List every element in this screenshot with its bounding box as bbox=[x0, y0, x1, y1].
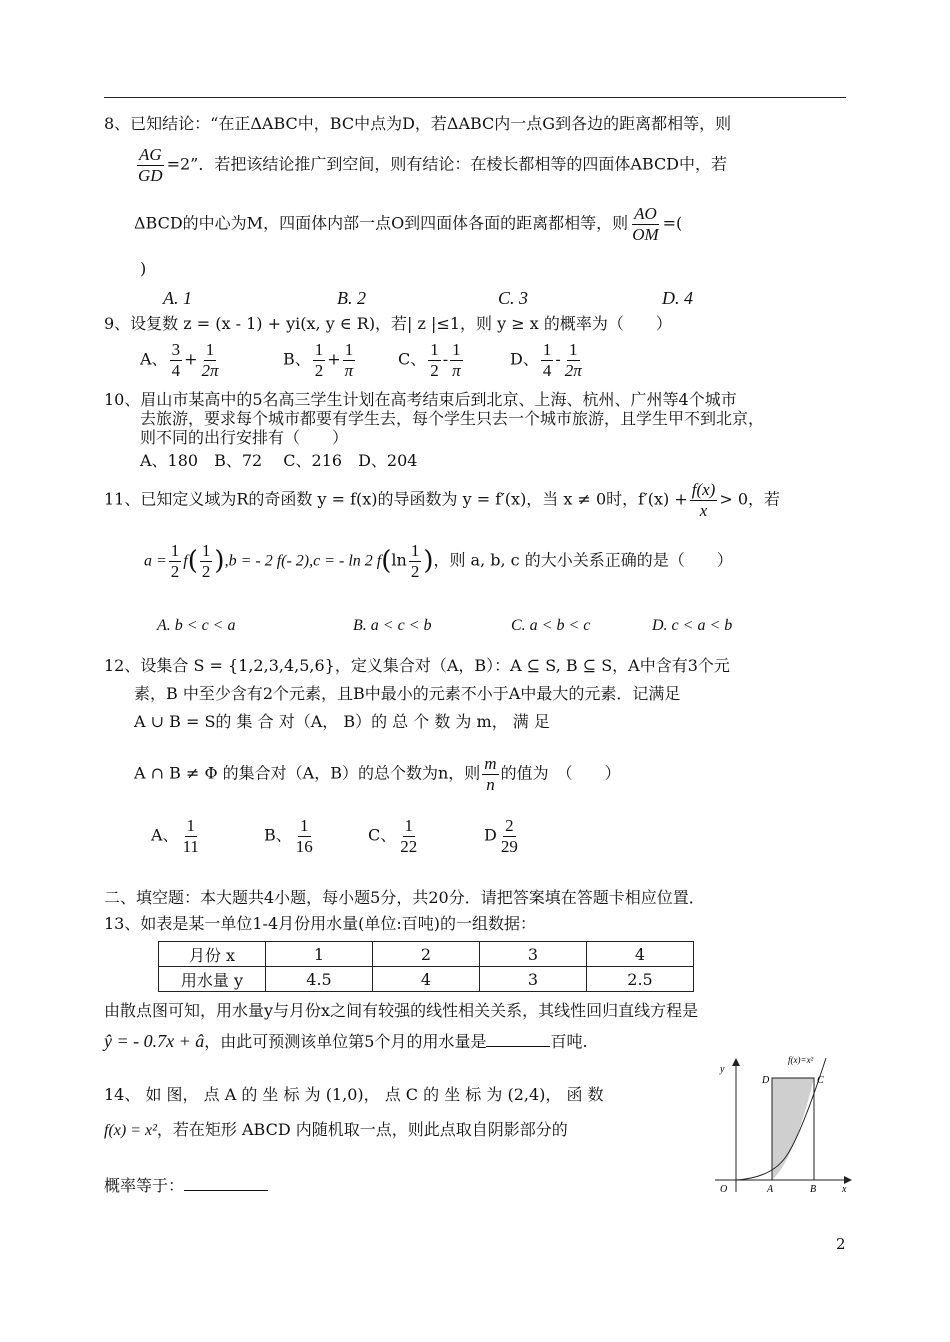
q12-line4: A ∩ B ≠ Φ 的集合对（A，B）的总个数为n，则 $\frac{m}{n}$ 的值为 （ ） bbox=[134, 754, 621, 794]
q9-option-b: B、 $\frac{1}{2}$ + $\frac{1}{\pi}$ bbox=[283, 340, 354, 380]
q11-line1: 11、已知定义域为R的奇函数 y = f(x)的导函数为 y = f′(x)，当 x ≠ 0时，f′(x) + $\frac{f(x)}{x}$ > 0，若 bbox=[104, 480, 781, 520]
section2-heading: 二、填空题：本大题共4小题，每小题5分，共20分．请把答案填在答题卡相应位置． bbox=[104, 888, 705, 907]
page-number: 2 bbox=[836, 1235, 846, 1253]
q13-stem: 13、如表是某一单位1-4月份用水量(单位:百吨)的一组数据： bbox=[104, 914, 537, 933]
q12-line1: 12、设集合 S = {1,2,3,4,5,6}，定义集合对（A，B）：A ⊆ S, B ⊆ S，A中含有3个元 bbox=[104, 656, 730, 675]
q8-option-d: D. 4 bbox=[662, 288, 693, 308]
point-a-label: A bbox=[767, 1184, 774, 1195]
q13-line2: 由散点图可知，用水量y与月份x之间有较强的线性相关关系，其线性回归直线方程是 bbox=[104, 1001, 699, 1020]
q8-frac-ag: $\frac{AG}{GD}$ bbox=[138, 145, 163, 185]
table-cell: 4.5 bbox=[266, 967, 373, 992]
q14-line1: 14、 如 图， 点 A 的 坐 标 为 (1,0)， 点 C 的 坐 标 为 (2,4)， 函 数 bbox=[104, 1085, 604, 1104]
q11-option-b: B. a < c < b bbox=[353, 617, 432, 634]
table-cell: 3 bbox=[480, 942, 587, 967]
q10-options: A、180 B、72 C、216 D、204 bbox=[140, 451, 418, 470]
origin-label: O bbox=[720, 1184, 728, 1195]
q8-line1: 8、已知结论：“在正ΔABC中，BC中点为D，若ΔABC内一点G到各边的距离都相等，则 bbox=[104, 114, 732, 133]
q14-line2: f(x) = x²，若在矩形 ABCD 内随机取一点，则此点取自阴影部分的 bbox=[104, 1120, 568, 1139]
q8-option-c: C. 3 bbox=[498, 288, 529, 308]
q9-option-d: D、 $\frac{1}{4}$ - $\frac{1}{2\pi}$ bbox=[510, 340, 582, 380]
q12-option-d: D $\frac{2}{29}$ bbox=[484, 816, 518, 856]
q8-line2: $\frac{AG}{GD}$ =2”．若把该结论推广到空间，则有结论：在棱长都相等的四面体ABCD中，若 bbox=[138, 145, 728, 185]
table-cell: 月份 x bbox=[159, 942, 266, 967]
table-cell: 1 bbox=[266, 942, 373, 967]
q10-line3: 则不同的出行安排有（ ） bbox=[140, 428, 349, 447]
q14-figure bbox=[710, 1050, 855, 1195]
q11-expression: a = $\frac{1}{2}$ f( $\frac{1}{2}$ ),b = - 2 f(- 2),c = - ln 2 f(ln $\frac{1}{2}$ )，则 a, b, c 的大小关系正确的是（ ） bbox=[144, 541, 733, 581]
q11-option-d: D. c < a < b bbox=[652, 617, 733, 634]
point-d-label: D bbox=[762, 1075, 770, 1086]
q14-line3: 概率等于： bbox=[104, 1176, 268, 1196]
y-axis-label: y bbox=[720, 1064, 725, 1075]
q14-answer-blank[interactable] bbox=[184, 1190, 268, 1191]
func-label: f(x)=x² bbox=[788, 1055, 814, 1065]
top-rule bbox=[104, 97, 846, 98]
table-cell: 2.5 bbox=[587, 967, 694, 992]
x-axis-label: x bbox=[842, 1184, 847, 1195]
q8-option-b: B. 2 bbox=[337, 288, 366, 308]
q12-option-b: B、 $\frac{1}{16}$ bbox=[264, 816, 313, 856]
q8-line3: ΔBCD的中心为M，四面体内部一点O到四面体各面的距离都相等，则 $\frac{AO}{OM}$ =( bbox=[134, 204, 683, 244]
q12-option-c: C、 $\frac{1}{22}$ bbox=[368, 816, 418, 856]
point-b-label: B bbox=[810, 1184, 817, 1195]
table-cell: 4 bbox=[373, 967, 480, 992]
q11-option-c: C. a < b < c bbox=[511, 617, 591, 634]
q9-stem: 9、设复数 z = (x - 1) + yi(x, y ∈ R)，若| z |≤1，则 y ≥ x 的概率为（ ） bbox=[104, 314, 672, 333]
q12-line3: A ∪ B = S的 集 合 对（A， B）的 总 个 数 为 m， 满 足 bbox=[134, 712, 550, 731]
q9-option-a: A、 $\frac{3}{4}$ + $\frac{1}{2\pi}$ bbox=[140, 340, 219, 380]
table-cell: 2 bbox=[373, 942, 480, 967]
q10-line1: 10、眉山市某高中的5名高三学生计划在高考结束后到北京、上海、杭州、广州等4个城市 bbox=[104, 390, 737, 409]
q8-line4: ) bbox=[140, 259, 147, 278]
table-cell: 用水量 y bbox=[159, 967, 266, 992]
q13-line3: ŷ = - 0.7x + â，由此可预测该单位第5个月的用水量是 百吨. bbox=[104, 1031, 588, 1051]
q12-option-a: A、 $\frac{1}{11}$ bbox=[151, 816, 199, 856]
table-row bbox=[159, 942, 694, 967]
table-cell: 4 bbox=[587, 942, 694, 967]
q8-option-a: A. 1 bbox=[163, 288, 192, 308]
q13-data-table bbox=[158, 941, 694, 992]
q10-line2: 去旅游，要求每个城市都要有学生去，每个学生只去一个城市旅游，且学生甲不到北京， bbox=[140, 409, 765, 428]
q12-line2: 素，B 中至少含有2个元素，且B中最小的元素不小于A中最大的元素．记满足 bbox=[134, 684, 681, 703]
q8-frac-ao: $\frac{AO}{OM}$ bbox=[632, 204, 659, 244]
q11-option-a: A. b < c < a bbox=[157, 617, 236, 634]
table-cell: 3 bbox=[480, 967, 587, 992]
q9-option-c: C、 $\frac{1}{2}$ - $\frac{1}{\pi}$ bbox=[398, 340, 461, 380]
table-row bbox=[159, 967, 694, 992]
q13-answer-blank[interactable] bbox=[486, 1046, 550, 1047]
point-c-label: C bbox=[817, 1075, 824, 1086]
